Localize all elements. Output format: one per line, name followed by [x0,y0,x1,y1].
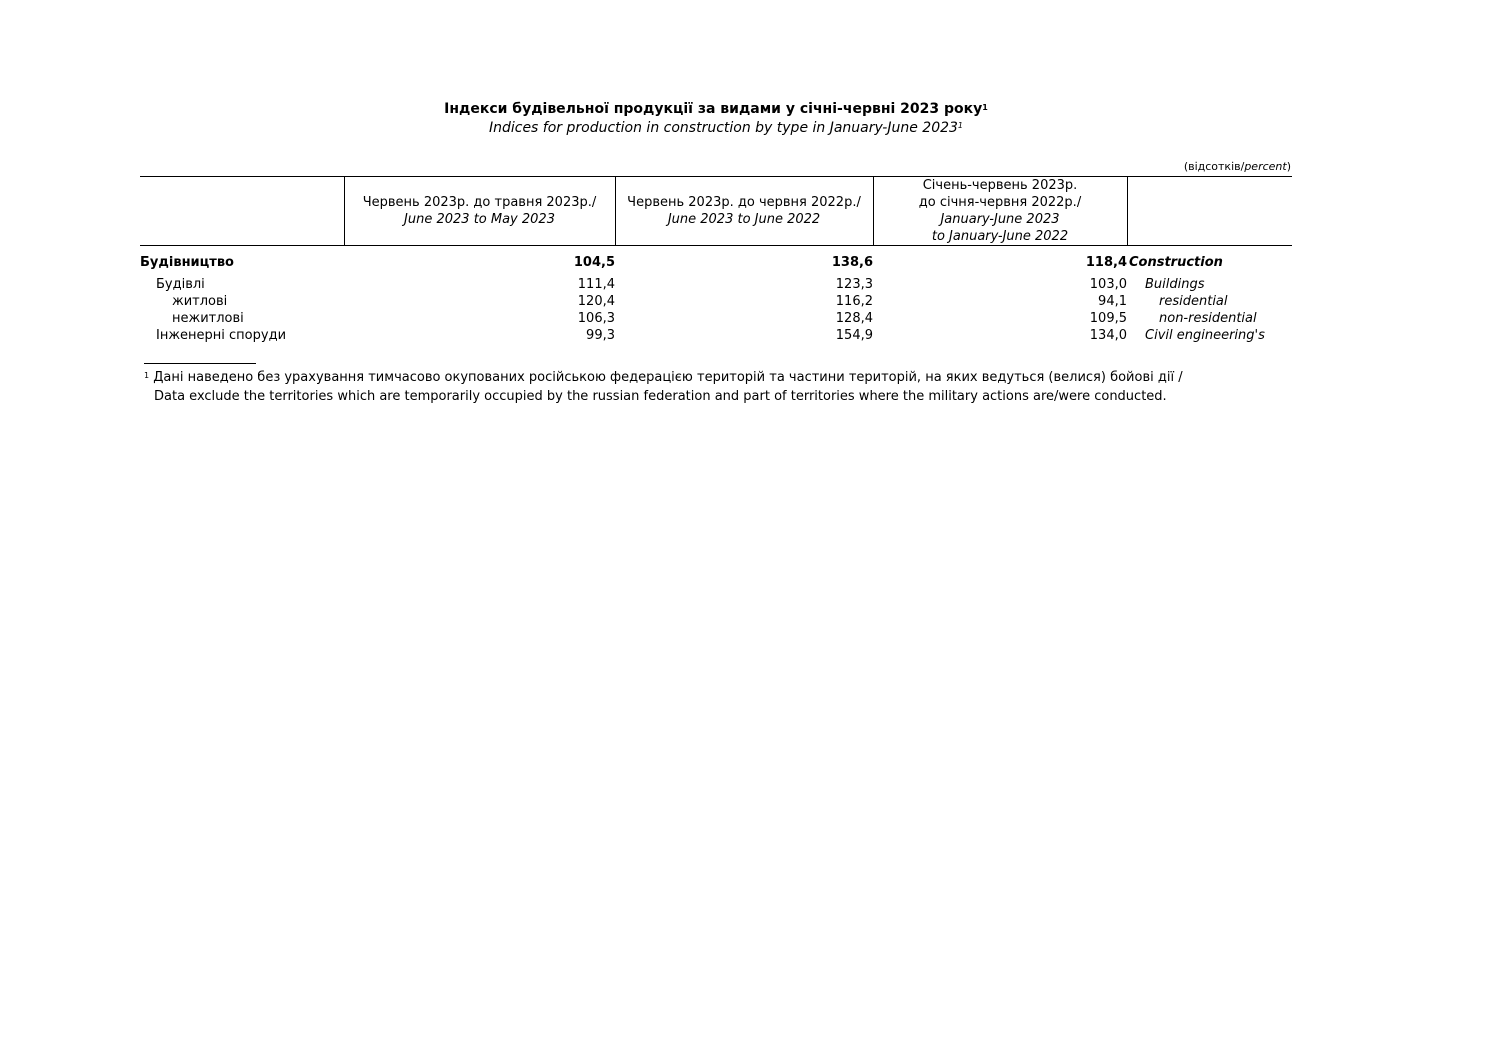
row-label-uk: Інженерні споруди [156,328,287,343]
footnote-ukrainian: $^1$ Дані наведено без урахування тимчасово окупованих російською федерацією територій та частини територій, на яких ведуться (велися) бойові дії / [144,370,1183,385]
row-label-uk: Будівлі [156,277,205,292]
title-english: Indices for production in construction by type in January-June 2023$^1$ [488,120,964,136]
value-year: 138,6 [831,255,873,270]
unit-label: (відсотків/percent) [1183,160,1291,173]
row-label-uk: житлові [172,294,228,309]
title-ukrainian: Індекси будівельної продукції за видами у січні-червні 2023 року$^1$ [444,101,988,117]
table-row [140,327,1292,344]
table-row [140,246,1292,272]
value-period: 109,5 [1089,311,1127,326]
value-period: 118,4 [1085,255,1127,270]
value-month: 99,3 [586,328,615,343]
row-label-en: residential [1159,294,1228,309]
table-header-row [140,177,1292,246]
value-month: 104,5 [573,255,615,270]
page-title [140,100,1292,137]
footnote-english: Data exclude the territories which are temporarily occupied by the russian federation and part of territories where the military actions are/were conducted. [154,389,1167,404]
value-period: 134,0 [1089,328,1127,343]
row-label-en: Buildings [1145,277,1205,292]
footnote-divider [144,363,256,364]
indices-table [140,176,1292,344]
row-label-uk: Будівництво [140,255,234,270]
table-row [140,271,1292,293]
row-label-en: Civil engineering's [1145,328,1265,343]
value-year: 116,2 [835,294,873,309]
value-year: 128,4 [835,311,873,326]
table-row [140,310,1292,327]
value-year: 154,9 [835,328,873,343]
value-month: 120,4 [577,294,615,309]
header-month-to-year-ago: Червень 2023р. до червня 2022р./ June 2023 to June 2022 [615,177,873,246]
row-label-en: Construction [1129,255,1223,270]
value-month: 106,3 [577,311,615,326]
header-period-to-year-ago: Січень-червень 2023р. до січня-червня 2022р./ January-June 2023 to January-June 2022 [873,177,1127,246]
value-year: 123,3 [835,277,873,292]
value-period: 94,1 [1098,294,1127,309]
value-period: 103,0 [1089,277,1127,292]
value-month: 111,4 [577,277,615,292]
row-label-en: non-residential [1159,311,1257,326]
header-month-to-prev-month: Червень 2023р. до травня 2023р./ June 2023 to May 2023 [344,177,615,246]
row-label-uk: нежитлові [172,311,244,326]
table-row [140,293,1292,310]
header-english-label [1127,177,1292,246]
footnote [144,368,1183,406]
header-indicator [140,177,344,246]
